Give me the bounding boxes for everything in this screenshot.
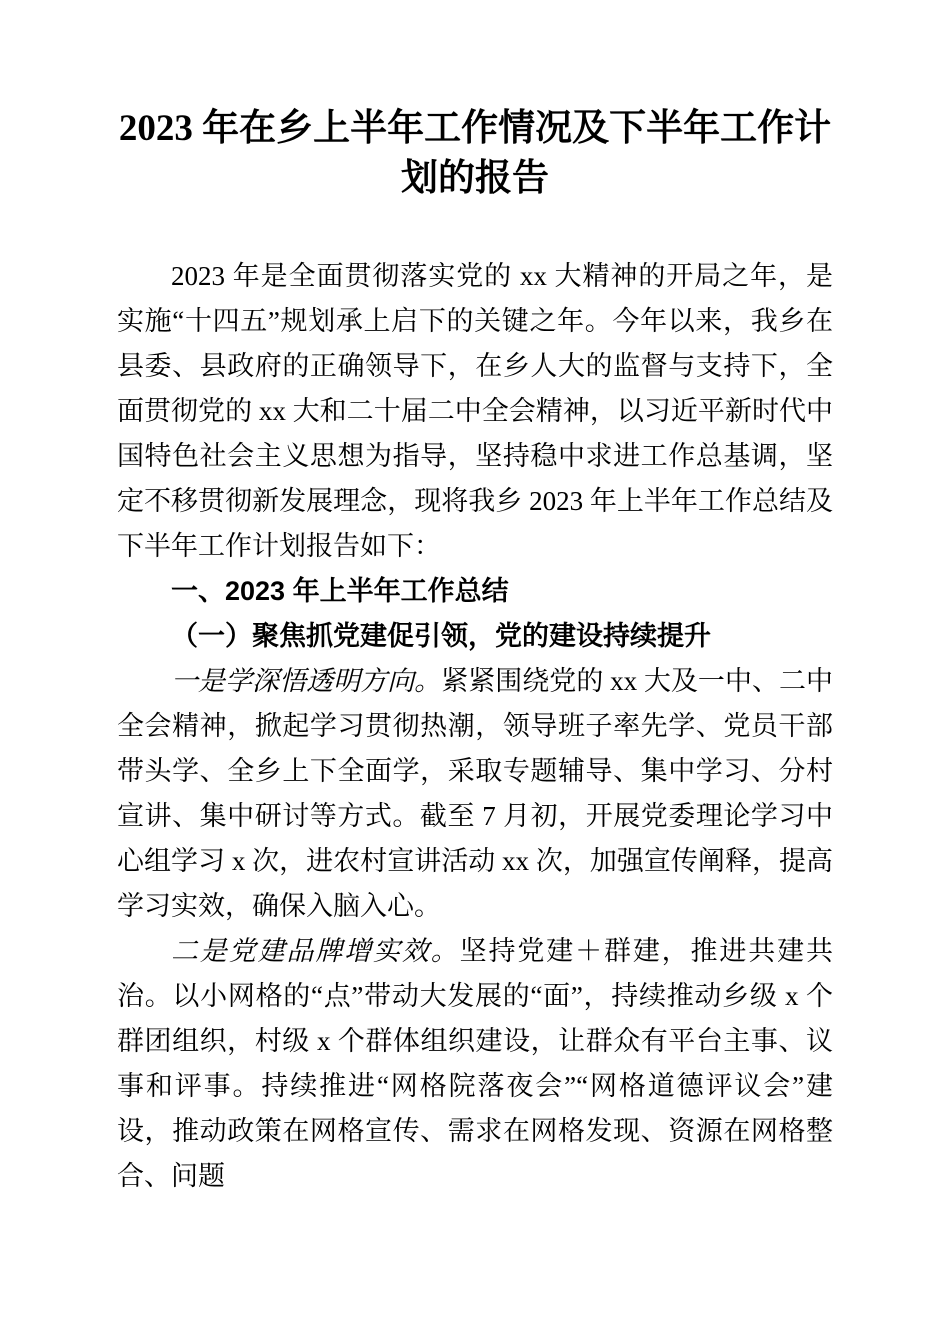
paragraph-point-two-body: 坚持党建＋群建，推进共建共治。以小网格的“点”带动大发展的“面”，持续推动乡级 x 个群团组织，村级 x 个群体组织建设，让群众有平台主事、议事和评事。持续推进“网格院落夜会”“网格道德评议会”建设，推动政策在网格宣传、需求在网格发现、资源在网格整合、问题 bbox=[117, 935, 834, 1191]
subsection-heading-party-building: （一）聚焦抓党建促引领，党的建设持续提升 bbox=[171, 620, 711, 651]
paragraph-point-two-lead: 二是党建品牌增实效。 bbox=[171, 935, 460, 966]
paragraph-point-one-body: 紧紧围绕党的 xx 大及一中、二中全会精神，掀起学习贯彻热潮，领导班子率先学、党员干部带头学、全乡上下全面学，采取专题辅导、集中学习、分村宣讲、集中研讨等方式。截至 7 月初，开展党委理论学习中心组学习 x 次，进农村宣讲活动 xx 次，加强宣传阐释，提高学习实效，确保入脑入心。 bbox=[117, 665, 834, 921]
section-heading-first-half-summary: 一、2023 年上半年工作总结 bbox=[171, 575, 509, 606]
document-title: 2023 年在乡上半年工作情况及下半年工作计划的报告 bbox=[118, 108, 832, 199]
paragraph-intro: 2023 年是全面贯彻落实党的 xx 大精神的开局之年，是实施“十四五”规划承上启下的关键之年。今年以来，我乡在县委、县政府的正确领导下，在乡人大的监督与支持下，全面贯彻党的 xx 大和二十届二中全会精神，以习近平新时代中国特色社会主义思想为指导，坚持稳中求进工作总基调，坚定不移贯彻新发展理念，现将我乡 2023 年上半年工作总结及下半年工作计划报告如下： bbox=[117, 260, 833, 561]
paragraph-point-two bbox=[117, 929, 833, 1199]
paragraph-point-one bbox=[117, 659, 833, 929]
paragraph-point-one-lead: 一是学深悟透明方向。 bbox=[171, 665, 442, 696]
